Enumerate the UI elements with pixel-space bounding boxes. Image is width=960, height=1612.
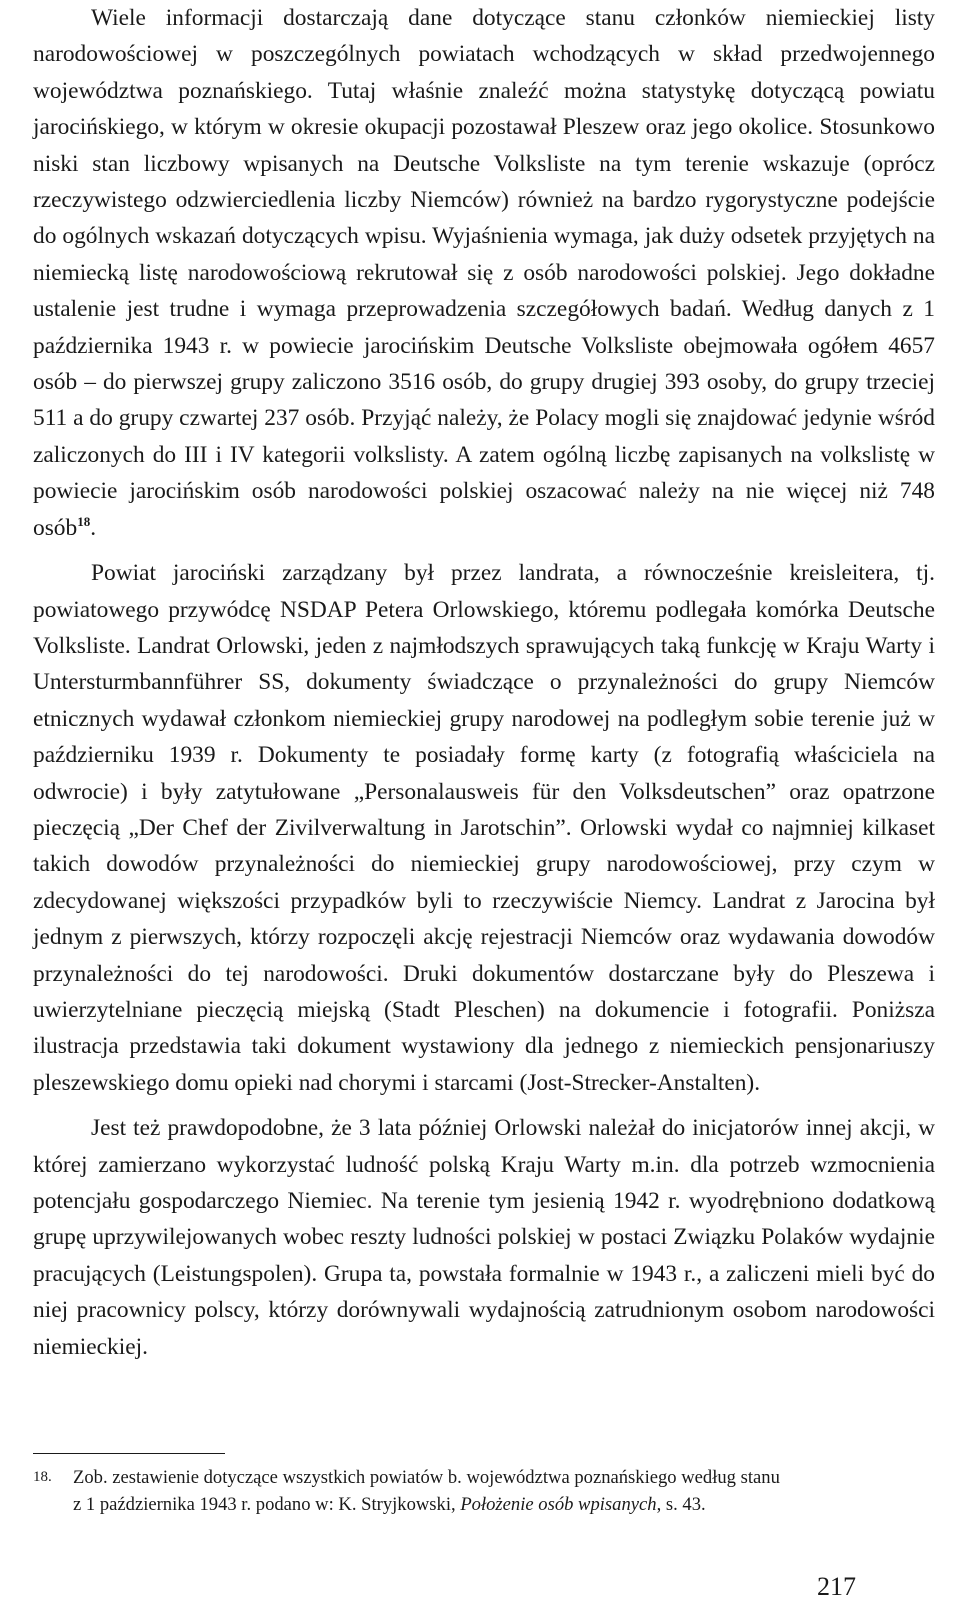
footnote-line-2-suffix: , s. 43. [656,1494,706,1515]
page-number: 217 [817,1572,856,1601]
paragraph-3: Jest też prawdopodobne, że 3 lata później Orlowski należał do inicjatorów innej akcji, w której zamierzano wykorzystać ludność polską Kraju Warty m.in. dla potrzeb wzmocnienia potencjału gospodarczego Niemiec. Na terenie tym jesienią 1942 r. wyodrębniono dodatkową grupę uprzywilejowanych wobec reszty ludności polskiej w postaci Związku Polaków wydajnie pracujących (Leistungspolen). Grupa ta, powstała formalnie w 1943 r., a zaliczeni mieli być do niej pracownicy polscy, którzy dorównywali wydajnością zatrudnionym osobom narodowości niemieckiej. [33,1115,935,1360]
paragraph-1-text: Wiele informacji dostarczają dane dotyczące stanu członków niemieckiej listy narodowościowej w poszczególnych powiatach wchodzących w skład przedwojennego województwa poznańskiego. Tutaj właśnie znaleźć można statystykę dotyczącą powiatu jarocińskiego, w którym w okresie okupacji pozostawał Pleszew oraz jego okolice. Stosunkowo niski stan liczbowy wpisanych na Deutsche Volksliste na tym terenie wskazuje (oprócz rzeczywistego odzwierciedlenia liczby Niemców) również na bardzo rygorystyczne podejście do ogólnych wskazań dotyczących wpisu. Wyjaśnienia wymaga, jak duży odsetek przyjętych na niemiecką listę narodowościową rekrutował się z osób narodowości polskiej. Jego dokładne ustalenie jest trudne i wymaga przeprowadzenia szczegółowych badań. Według danych z 1 października 1943 r. w powiecie jarocińskim Deutsche Volksliste obejmowała ogółem 4657 osób – do pierwszej grupy zaliczono 3516 osób, do grupy drugiej 393 osoby, do grupy trzeciej 511 a do grupy czwartej 237 osób. Przyjąć należy, że Polacy mogli się znajdować jedynie wśród zaliczonych do III i IV kategorii volkslisty. A zatem ogólną liczbę zapisanych na volkslistę w powiecie jarocińskim osób narodowości polskiej oszacować należy na nie więcej niż 748 osób [33,5,935,541]
footnote-line-1 [33,1464,935,1491]
paragraph-1-end: . [90,514,97,541]
footnote-reference[interactable]: 18 [77,513,91,529]
page-content [33,0,935,1365]
footnote-divider [33,1453,225,1454]
footnote-18 [33,1464,935,1518]
paragraph-1 [33,0,935,546]
footnote-line-2-prefix: z 1 października 1943 r. podano w: K. Stryjkowski, [73,1494,461,1515]
paragraph-2: Powiat jarociński zarządzany był przez landrata, a równocześnie kreisleitera, tj. powiatowego przywódcę NSDAP Petera Orlowskiego, któremu podlegała komórka Deutsche Volksliste. Landrat Orlowski, jeden z najmłodszych sprawujących taką funkcję w Kraju Warty i Untersturmbannführer SS, dokumenty świadczące o przynależności do grupy Niemców etnicznych wydawał członkom niemieckiej grupy narodowej na podległym sobie terenie już w październiku 1939 r. Dokumenty te posiadały formę karty (z fotografią właściciela na odwrocie) i były zatytułowane „Personalausweis für den Volksdeutschen” oraz opatrzone pieczęcią „Der Chef der Zivilverwaltung in Jarotschin”. Orlowski wydał co najmniej kilkaset takich dowodów przynależności do niemieckiej grupy narodowościowej, przy czym w zdecydowanej większości przypadków byli to rzeczywiście Niemcy. Landrat z Jarocina był jednym z pierwszych, którzy rozpoczęli akcję rejestracji Niemców oraz wydawania dowodów przynależności do tej narodowości. Druki dokumentów dostarczane były do Pleszewa i uwierzytelniane pieczęcią miejską (Stadt Pleschen) na dokumencie i fotografii. Poniższa ilustracja przedstawia taki dokument wystawiony dla jednego z niemieckich pensjonariuszy pleszewskiego domu opieki nad chorymi i starcami (Jost-Strecker-Anstalten). [33,560,935,1096]
footnote-line-1-text: Zob. zestawienie dotyczące wszystkich powiatów b. województwa poznańskiego według stanu [73,1467,780,1488]
footnote-number: 18. [33,1469,52,1485]
footnote-text [33,1464,935,1518]
footnote-line-2 [33,1491,935,1518]
footnote-cited-title: Położenie osób wpisanych [460,1494,657,1515]
main-text [33,0,935,1365]
